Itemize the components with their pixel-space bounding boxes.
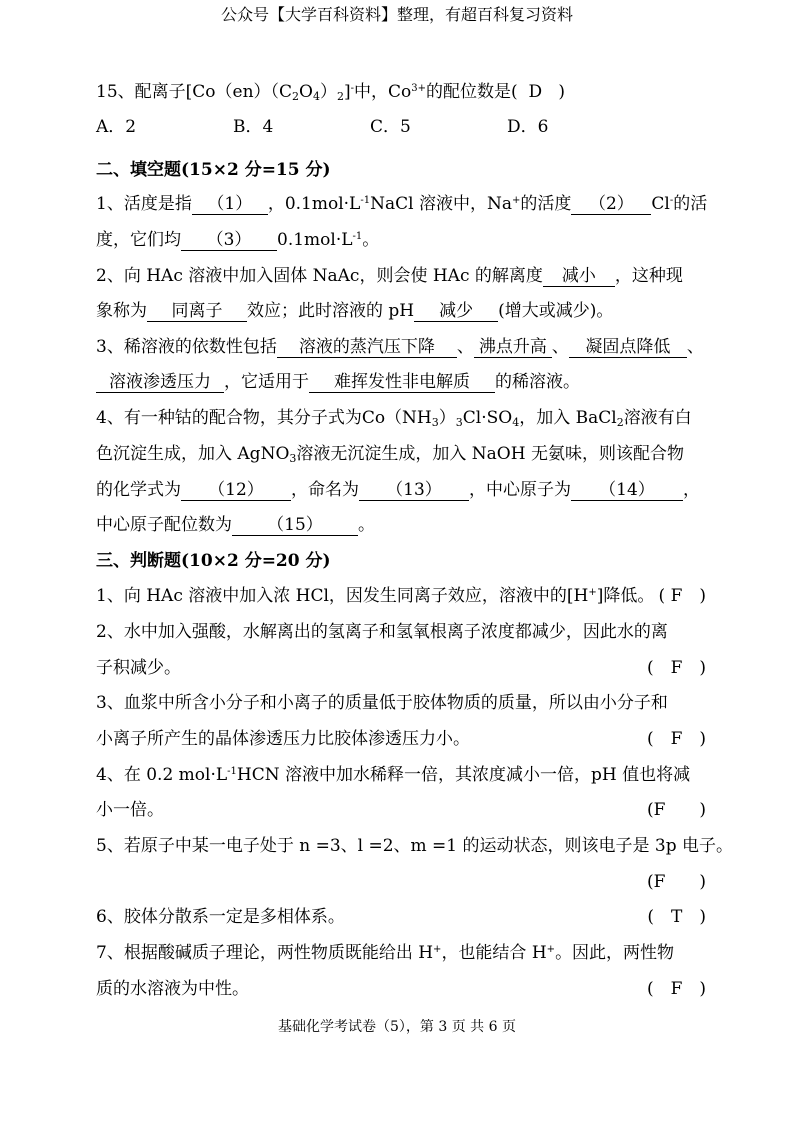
blank-answer: 减少 (414, 301, 498, 322)
judge-q3-line2: 小离子所产生的晶体渗透压力比胶体渗透压力小。 ( F ) (96, 729, 706, 749)
blank-answer: 同离子 (147, 301, 247, 322)
fill-q3-line1: 3、稀溶液的依数性包括 溶液的蒸汽压下降 、 沸点升高 、 凝固点降低 、 (96, 337, 704, 357)
fill-q1-line1: 1、活度是指 （1） ，$0.1mol\cdot L^{-1}NaCl$ 溶液中，Na+的活度 （2） Cl-的活 (96, 194, 708, 214)
fill-q2-line1: 2、向 HAc 溶液中加入固体 NaAc，则会使 HAc 的解离度 减小 ，这种现 (96, 266, 683, 286)
option-c: C．5 (370, 117, 411, 137)
fill-q2-line2: 象称为 同离子 效应；此时溶液的 pH 减少 (增大或减少)。 (96, 301, 614, 321)
option-d: D．6 (507, 117, 549, 137)
blank-answer: 凝固点降低 (569, 337, 687, 358)
section-judge-title: 三、判断题(10×2 分=20 分) (96, 551, 331, 571)
page-footer: 基础化学考试卷（5），第 3 页 共 6 页 (278, 1019, 516, 1035)
judge-q6: 6、胶体分散系一定是多相体系。 ( T ) (96, 907, 706, 927)
judge-answer: ( T ) (647, 907, 706, 927)
fill-q1-line2: 度，它们均 （3） $0.1mol\cdot L^{-1}$。 (96, 230, 380, 250)
blank-3: （3） (181, 230, 277, 251)
judge-answer: (F ) (646, 800, 706, 820)
option-a: A．2 (96, 117, 137, 137)
judge-q4-line2: 小一倍。 (F ) (96, 800, 706, 820)
answer: D (528, 82, 543, 102)
judge-q4-line1: 4、在 0.2 $mol\cdot L^{-1}HCN$ 溶液中加水稀释一倍，其浓度减小一倍，pH 值也将减 (96, 765, 691, 785)
blank-answer: 溶液渗透压力 (96, 372, 224, 393)
judge-answer: (F ) (646, 872, 706, 892)
section-fill-title: 二、填空题(15×2 分=15 分) (96, 160, 331, 180)
blank-answer: 沸点升高 (474, 337, 552, 358)
fill-q4-line1: 4、有一种钴的配合物，其分子式为$Co(NH_3)_3Cl\cdot SO_4$，加入 BaCl$_2$溶液有白 (96, 408, 692, 429)
judge-q2-line1: 2、水中加入强酸，水解离出的氢离子和氢氧根离子浓度都减少，因此水的离 (96, 622, 668, 642)
judge-q5-line1: 5、若原子中某一电子处于 n =3、l =2、m =1 的运动状态，则该电子是 3p 电子。 (96, 836, 734, 856)
judge-answer: ( F ) (646, 658, 706, 678)
question-15: 15、配离子$[Co(en)(C_2O_4)_2]^-$中，$Co^{3+}$的配位数是( D ) (96, 82, 565, 103)
blank-2: （2） (571, 194, 651, 215)
blank-12: （12） (181, 480, 291, 501)
blank-answer: 难挥发性非电解质 (309, 372, 495, 393)
blank-1: （1） (192, 194, 268, 215)
judge-q7-line2: 质的水溶液为中性。 ( F ) (96, 979, 706, 999)
blank-15: （15） (232, 515, 358, 536)
judge-q2-line2: 子积减少。 ( F ) (96, 658, 706, 678)
question-15-options (96, 115, 706, 139)
fill-q4-line3: 的化学式为 （12） ，命名为 （13） ，中心原子为 （14） ， (96, 480, 700, 500)
judge-q7-line1: 7、根据酸碱质子理论，两性物质既能给出 H+，也能结合 H+。因此，两性物 (96, 943, 675, 963)
blank-answer: 减小 (543, 266, 615, 287)
fill-q4-line2: 色沉淀生成，加入 AgNO$_3$溶液无沉淀生成，加入 NaOH 无氨味，则该配合物 (96, 444, 684, 465)
blank-answer: 溶液的蒸汽压下降 (277, 337, 457, 358)
judge-q3-line1: 3、血浆中所含小分子和小离子的质量低于胶体物质的质量，所以由小分子和 (96, 693, 668, 713)
judge-q1: 1、向 HAc 溶液中加入浓 HCl，因发生同离子效应，溶液中的[H+]降低。 ( F ) (96, 586, 706, 606)
blank-14: （14） (571, 480, 683, 501)
option-b: B．4 (233, 117, 274, 137)
fill-q4-line4: 中心原子配位数为 （15） 。 (96, 515, 375, 535)
judge-answer: ( F ) (646, 729, 706, 749)
blank-13: （13） (359, 480, 469, 501)
page-header: 公众号【大学百科资料】整理，有超百科复习资料 (220, 5, 573, 24)
judge-answer: ( F ) (646, 979, 706, 999)
judge-answer: ( F ) (658, 586, 706, 606)
fill-q3-line2: 溶液渗透压力 ，它适用于 难挥发性非电解质 的稀溶液。 (96, 370, 706, 394)
